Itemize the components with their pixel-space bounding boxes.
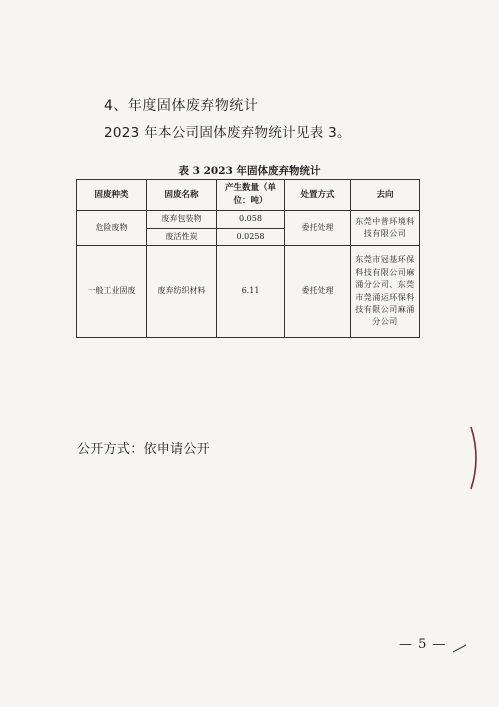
cell-quantity: 6.11 bbox=[217, 246, 285, 338]
cell-destination: 东莞市冠基环保科技有限公司麻涌分公司、东莞市莞涌运环保科技有限公司麻涌分公司 bbox=[351, 246, 420, 338]
header-disposal: 处置方式 bbox=[285, 180, 351, 211]
table-header-row bbox=[77, 180, 420, 211]
cell-destination: 东莞中普环境科技有限公司 bbox=[351, 211, 420, 246]
cell-name: 废弃包装物 bbox=[147, 211, 217, 228]
cell-quantity: 0.058 bbox=[217, 211, 285, 228]
table-row bbox=[77, 246, 420, 338]
page-number: — 5 — bbox=[399, 637, 447, 652]
table-row bbox=[77, 211, 420, 228]
binding-edge-mark bbox=[468, 425, 482, 491]
cell-quantity: 0.0258 bbox=[217, 228, 285, 245]
cell-disposal: 委托处理 bbox=[285, 211, 351, 246]
section-heading: 4、年度固体废弃物统计 bbox=[104, 98, 259, 114]
waste-statistics-table bbox=[76, 179, 420, 338]
pen-mark bbox=[452, 643, 468, 653]
table-caption: 表 3 2023 年固体废弃物统计 bbox=[178, 165, 321, 177]
cell-category: 危险废物 bbox=[77, 211, 147, 246]
disclosure-method: 公开方式：依申请公开 bbox=[77, 442, 211, 457]
cell-name: 废活性炭 bbox=[147, 228, 217, 245]
header-category: 固废种类 bbox=[77, 180, 147, 211]
intro-text: 2023 年本公司固体废弃物统计见表 3。 bbox=[104, 125, 351, 141]
cell-disposal: 委托处理 bbox=[285, 246, 351, 338]
header-name: 固废名称 bbox=[147, 180, 217, 211]
header-quantity: 产生数量（单位：吨） bbox=[217, 180, 285, 211]
cell-category: 一般工业固废 bbox=[77, 246, 147, 338]
cell-name: 废弃纺织材料 bbox=[147, 246, 217, 338]
header-destination: 去向 bbox=[351, 180, 420, 211]
